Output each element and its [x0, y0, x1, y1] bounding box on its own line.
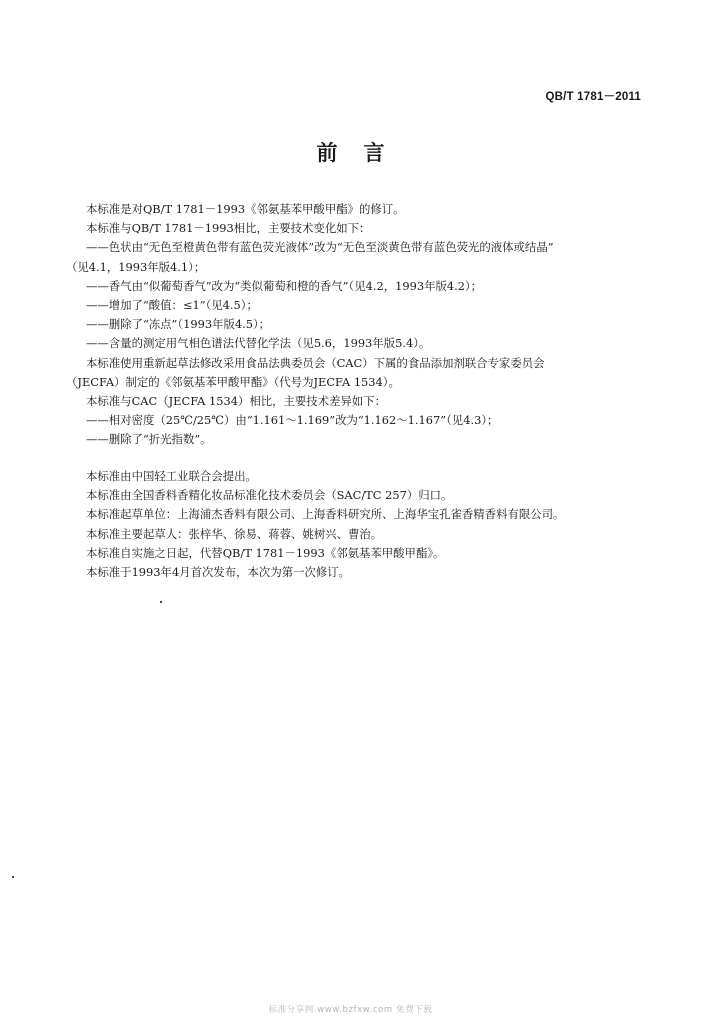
- page-title: 前言: [316, 141, 411, 165]
- paragraph: 本标准起草单位：上海浦杰香料有限公司、上海香料研究所、上海华宝孔雀香精香料有限公司。: [86, 507, 565, 522]
- paragraph: 本标准自实施之日起，代替QB/T 1781－1993《邻氨基苯甲酸甲酯》。: [86, 545, 445, 560]
- scan-speck: [160, 601, 162, 603]
- paragraph: 本标准与CAC（JECFA 1534）相比，主要技术差异如下：: [86, 394, 387, 409]
- list-item: ——相对密度（25℃/25℃）由“1.161～1.169”改为“1.162～1.167”（见4.3）；: [86, 413, 499, 428]
- paragraph: 本标准由中国轻工业联合会提出。: [86, 469, 257, 483]
- revision-summary: [66, 200, 646, 450]
- paragraph: 本标准使用重新起草法修改采用食品法典委员会（CAC）下属的食品添加剂联合专家委员会: [86, 355, 545, 370]
- list-item: ——增加了“酸值：≤1”（见4.5）；: [86, 298, 258, 313]
- standard-code: QB/T 1781－2011: [545, 91, 641, 103]
- list-item-continuation: （见4.1，1993年版4.1）；: [66, 259, 206, 274]
- list-item: ——香气由“似葡萄香气”改为“类似葡萄和橙的香气”（见4.2，1993年版4.2）；: [86, 278, 483, 293]
- paragraph: 本标准与QB/T 1781－1993相比，主要技术变化如下：: [86, 221, 371, 236]
- drafting-info: [86, 467, 646, 582]
- scan-speck: [12, 876, 14, 878]
- paragraph: 本标准由全国香料香精化妆品标准化技术委员会（SAC/TC 257）归口。: [86, 488, 453, 503]
- paragraph-continuation: （JECFA）制定的《邻氨基苯甲酸甲酯》（代号为JECFA 1534）。: [66, 374, 400, 389]
- paragraph: 本标准于1993年4月首次发布，本次为第一次修订。: [86, 565, 351, 580]
- list-item: ——含量的测定用气相色谱法代替化学法（见5.6，1993年版5.4）。: [86, 336, 431, 351]
- list-item: ——色状由“无色至橙黄色带有蓝色荧光液体”改为“无色至淡黄色带有蓝色荧光的液体或结晶”: [86, 240, 554, 255]
- paragraph: 本标准是对QB/T 1781－1993《邻氨基苯甲酸甲酯》的修订。: [86, 202, 405, 216]
- list-item: ——删除了“冻点”（1993年版4.5）；: [86, 317, 271, 332]
- watermark-footer: 标准分享网 www.bzfxw.com 免费下载: [268, 1005, 433, 1015]
- list-item: ——删除了“折光指数”。: [86, 432, 212, 447]
- paragraph: 本标准主要起草人：张梓华、徐易、蒋蓉、姚树兴、曹治。: [86, 526, 383, 541]
